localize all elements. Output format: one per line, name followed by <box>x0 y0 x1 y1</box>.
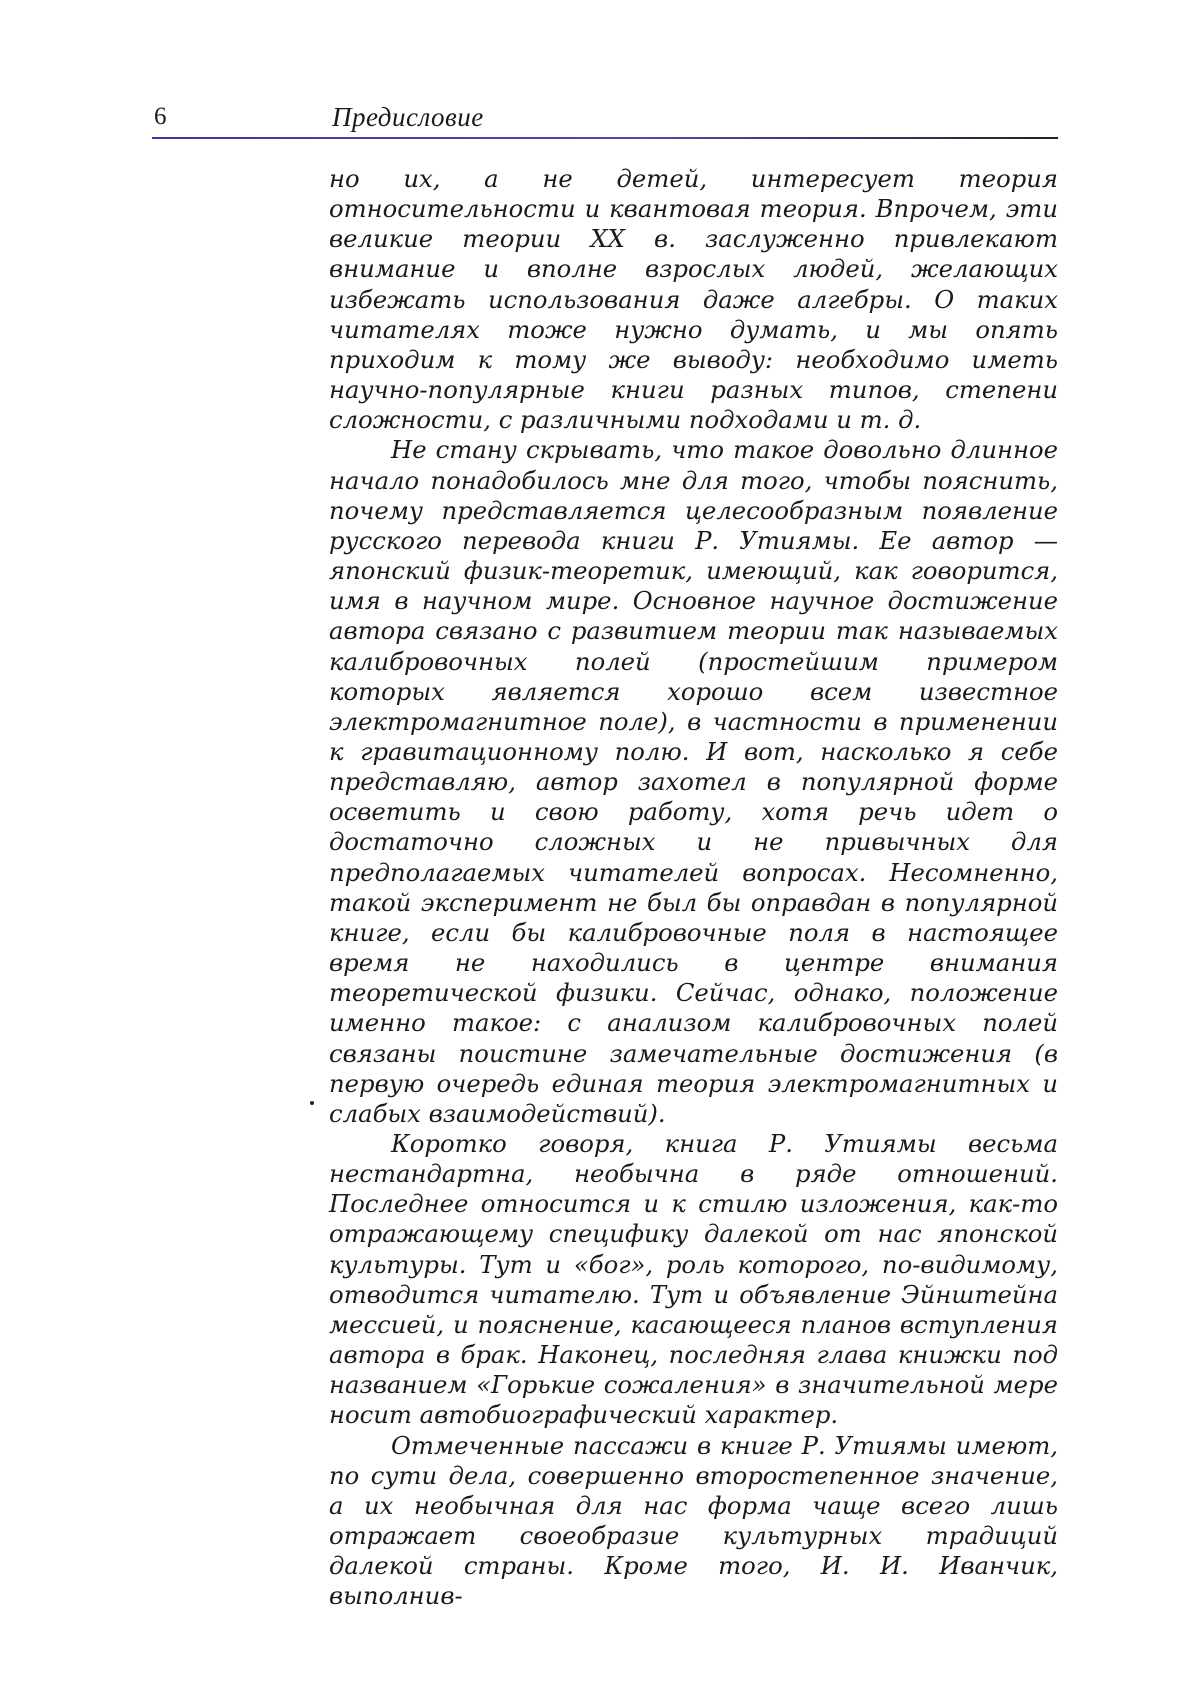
page-number: 6 <box>154 103 167 130</box>
paragraph: Отмеченные пассажи в книге Р. Утиямы имеют, по сути дела, совершенно второстепенное значение, а их необычная для нас форма чаще всего лишь отражает своеобразие культурных традиций далекой страны. Кроме того, И. И. Иванчик, выполнив- <box>329 1430 1058 1611</box>
scan-speck <box>310 1101 314 1105</box>
header-rule <box>152 137 1058 139</box>
page-body <box>329 164 1058 1612</box>
page-header <box>152 102 1058 142</box>
paragraph-continued: но их, а не детей, интересует теория относительности и квантовая теория. Впрочем, эти великие теории XX в. заслуженно привлекают внимание и вполне взрослых людей, желающих избежать использования даже алгебры. О таких читателях тоже нужно думать, и мы опять приходим к тому же выводу: необходимо иметь научно-популярные книги разных типов, степени сложности, с различными подходами и т. д. <box>329 164 1058 435</box>
paragraph: Не стану скрывать, что такое довольно длинное начало понадобилось мне для того, чтобы пояснить, почему представляется целесообразным появление русского перевода книги Р. Утиямы. Ее автор — японский физик-теоретик, имеющий, как говорится, имя в научном мире. Основное научное достижение автора связано с развитием теории так называемых калибровочных полей (простейшим примером которых является хорошо всем известное электромагнитное поле), в частности в применении к гравитационному полю. И вот, насколько я себе представляю, автор захотел в популярной форме осветить и свою работу, хотя речь идет о достаточно сложных и не привычных для предполагаемых читателей вопросах. Несомненно, такой эксперимент не был бы оправдан в популярной книге, если бы калибровочные поля в настоящее время не находились в центре внимания теоретической физики. Сейчас, однако, положение именно такое: с анализом калибровочных полей связаны поистине замечательные достижения (в первую очередь единая теория электромагнитных и слабых взаимодействий). <box>329 435 1058 1128</box>
paragraph: Коротко говоря, книга Р. Утиямы весьма нестандартна, необычна в ряде отношений. Последнее относится и к стилю изложения, как-то отражающему специфику далекой от нас японской культуры. Тут и «бог», роль которого, по-видимому, отводится читателю. Тут и объявление Эйнштейна мессией, и пояснение, касающееся планов вступления автора в брак. Наконец, последняя глава книжки под названием «Горькие сожаления» в значительной мере носит автобиографический характер. <box>329 1129 1058 1430</box>
running-head-title: Предисловие <box>332 102 484 132</box>
